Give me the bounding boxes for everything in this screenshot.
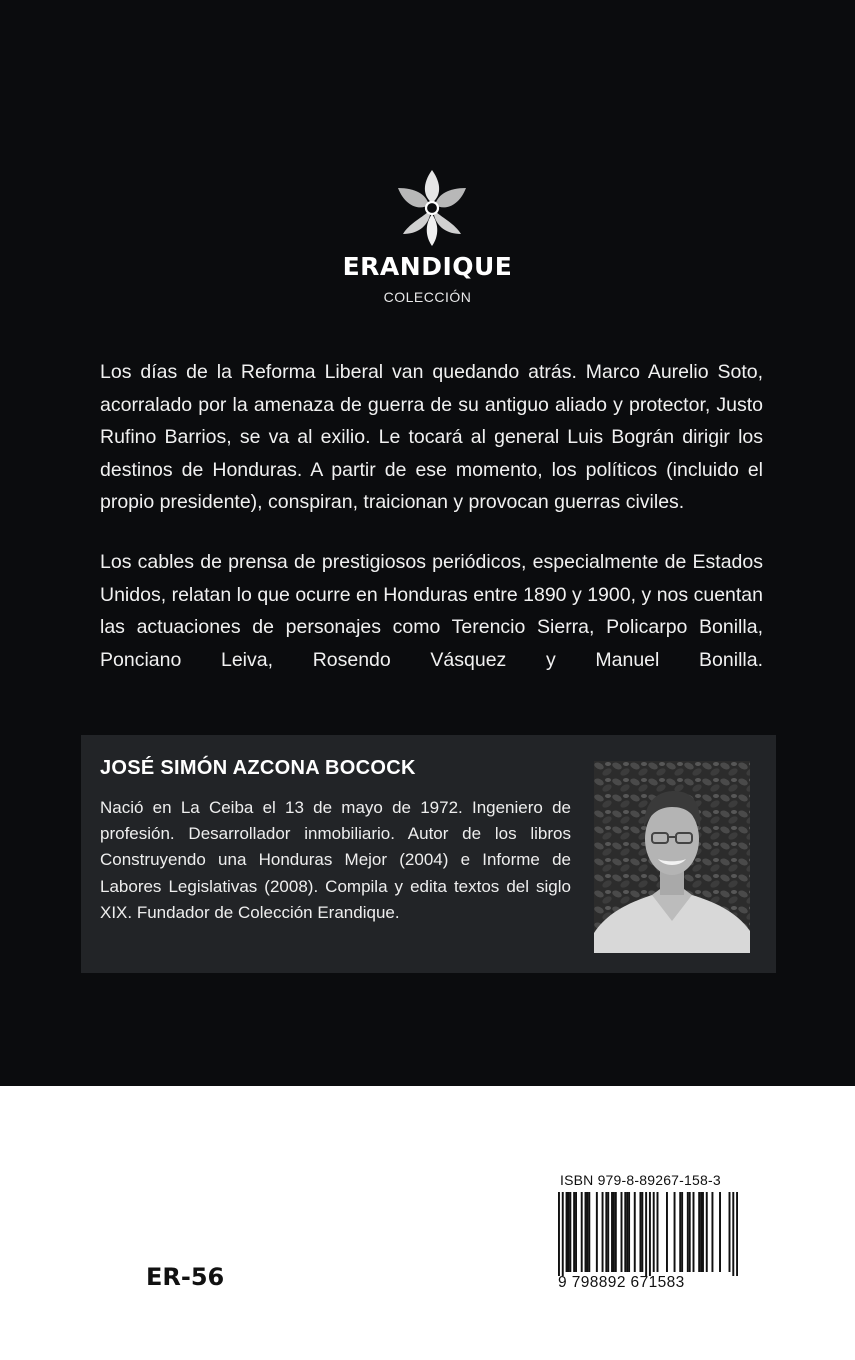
barcode-bar	[711, 1192, 713, 1272]
author-bio: Nació en La Ceiba el 13 de mayo de 1972. Ingeniero de profesión. Desarrollador inmobiliario. Autor de los libros Construyendo una Honduras Mejor (2004) e Informe de Labores Legislativas (2008). Compila y edita textos del siglo XIX. Fundador de Colección Erandique.	[100, 798, 571, 922]
barcode-bar	[649, 1192, 651, 1276]
barcode-bar	[657, 1192, 659, 1272]
barcode-bar	[641, 1192, 643, 1272]
barcode-bar	[562, 1192, 564, 1276]
barcode-bar	[729, 1192, 731, 1272]
barcode-bar	[566, 1192, 568, 1272]
barcode-bar	[621, 1192, 623, 1272]
barcode-bar	[666, 1192, 668, 1272]
isbn-label: ISBN 979-8-89267-158-3	[560, 1172, 721, 1188]
barcode-bar	[615, 1192, 617, 1272]
barcode-bar	[628, 1192, 630, 1272]
synopsis-paragraph-1	[100, 356, 763, 519]
barcode-bar	[611, 1192, 613, 1272]
collection-name: ERANDIQUE	[342, 252, 513, 281]
barcode-bar	[624, 1192, 626, 1272]
synopsis-text-2: Los cables de prensa de prestigiosos periódicos, especialmente de Estados Unidos, relatan lo que ocurre en Honduras entre 1890 y 1900, y nos cuentan las actuaciones de personajes como Terencio Sierra, Policarpo Bonilla, Ponciano Leiva, Rosendo Vásquez y Manuel Bonilla.	[100, 551, 763, 671]
barcode-bar	[681, 1192, 683, 1272]
barcode-bar	[585, 1192, 587, 1272]
author-box	[81, 735, 776, 973]
barcode-bar	[689, 1192, 691, 1272]
barcode-bar	[613, 1192, 615, 1272]
barcode-bar	[569, 1192, 571, 1272]
barcode-bar	[602, 1192, 604, 1272]
barcode-bar	[645, 1192, 647, 1276]
isbn-barcode	[558, 1168, 738, 1312]
barcode-bar	[575, 1192, 577, 1272]
barcode-bar	[719, 1192, 721, 1272]
flower-logo-icon	[397, 170, 467, 248]
barcode-bar	[581, 1192, 583, 1272]
barcode-bar	[639, 1192, 641, 1272]
barcode-bar	[573, 1192, 575, 1272]
barcode-number: 9 798892 671583	[558, 1274, 685, 1291]
synopsis-paragraph-2	[100, 546, 763, 676]
barcode-bar	[706, 1192, 708, 1272]
synopsis-text-1: Los días de la Reforma Liberal van quedando atrás. Marco Aurelio Soto, acorralado por la amenaza de guerra de su antiguo aliado y protector, Justo Rufino Barrios, se va al exilio. Le tocará al general Luis Bográn dirigir los destinos de Honduras. A partir de ese momento, los políticos (incluido el propio presidente), conspiran, traicionan y provocan guerras civiles.	[100, 361, 763, 513]
collection-subtitle: COLECCIÓN	[383, 289, 472, 305]
barcode-bar	[700, 1192, 702, 1272]
barcode-bar	[626, 1192, 628, 1272]
barcode-bar	[698, 1192, 700, 1272]
author-photo	[594, 761, 750, 953]
barcode-bar	[653, 1192, 655, 1272]
barcode-bar	[679, 1192, 681, 1272]
barcode-bar	[634, 1192, 636, 1272]
author-name: JOSÉ SIMÓN AZCONA BOCOCK	[100, 757, 416, 779]
barcode-bar	[605, 1192, 607, 1272]
barcode-bar	[607, 1192, 609, 1272]
barcode-bar	[674, 1192, 676, 1272]
barcode-bar	[693, 1192, 695, 1272]
barcode-bar	[736, 1192, 738, 1276]
barcode-bars	[558, 1192, 738, 1276]
series-code: ER-56	[146, 1263, 225, 1291]
barcode-bar	[586, 1192, 588, 1272]
barcode-bar	[567, 1192, 569, 1272]
barcode-bar	[588, 1192, 590, 1272]
barcode-bar	[558, 1192, 560, 1276]
barcode-bar	[687, 1192, 689, 1272]
barcode-bar	[596, 1192, 598, 1272]
barcode-bar	[732, 1192, 734, 1276]
barcode-bar	[702, 1192, 704, 1272]
